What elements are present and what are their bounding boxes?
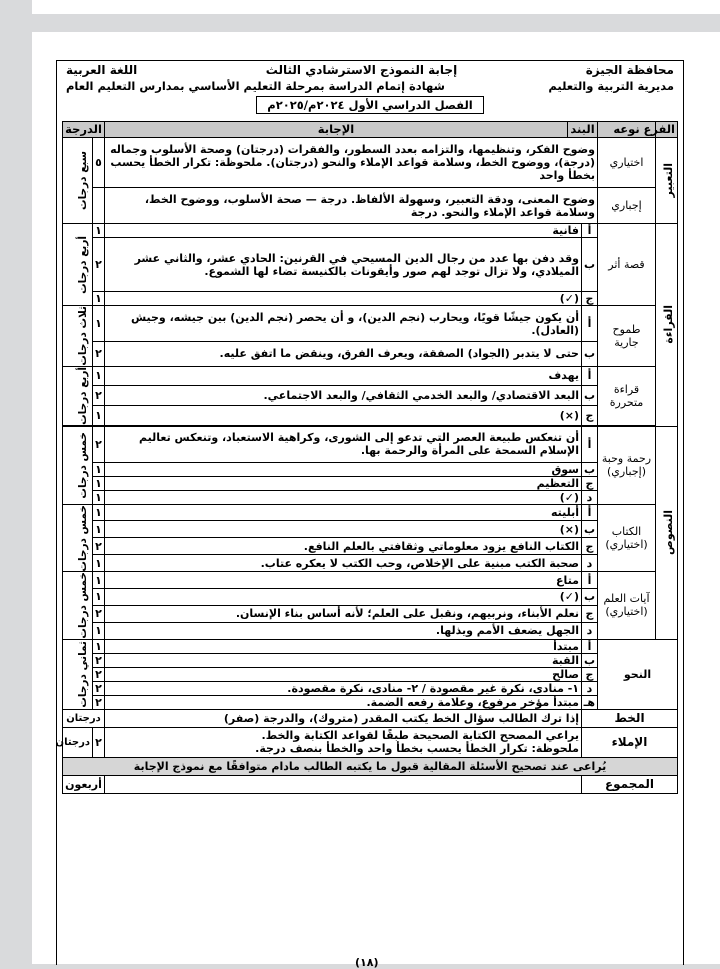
document-header [66,62,674,114]
table-row: قراءة متحررة أ يهدف ١ أربع درجات [63,366,678,386]
col-branch: الفرع [656,122,678,138]
table-row: ج نعلم الأبناء، ونربيهم، ونقبل على العلم؛ لأنه أساس بناء الإنسان. ٢ [63,605,678,622]
total-value: أربعون [63,775,105,793]
table-row: د (✓) ١ [63,490,678,504]
texts-t2-b: (×) [105,521,582,538]
reading-q3-c: (×) [105,405,582,425]
table-row: ج التعظيم ١ [63,476,678,490]
table-row: ب حتى لا يتدبر (الجواد) الصفقة، ويعرف الفرق، وينقض ما اتفق عليه. ٢ [63,342,678,367]
table-row: ج الكتاب النافع يزود معلوماتي وثقافتي بالعلم النافع. ٢ [63,538,678,555]
texts-t3-label: آيات العلم (اختياري) [598,572,656,640]
grammar-total: ثماني درجات [77,640,90,708]
col-answer: الإجابة [105,122,568,138]
table-row: القراءة قصة أثر أ فانية ١ أربع درجات [63,224,678,238]
expression-optional-text: وضوح الفكر، وتنظيمها، والتزامه بعدد السطور، والفقرات (درجتان) وصحة الأسلوب وجماله (درجة)، ووضوح الخط، وسلامة قواعد الإملاء والنحو (درجتان). ملحوظة: تكرار الخطأ يحسب بخطأ واحد [105,138,598,188]
answer-table [55,121,678,794]
table-row: ب القبة ٢ [63,653,678,667]
expression-mandatory-text: وضوح المعنى، ودقة التعبير، وسهولة الألفاظ. درجة — صحة الأسلوب، ووضوح الخط، وسلامة قواعد الإملاء والنحو. درجة [105,188,598,224]
grammar-b: القبة [105,653,582,667]
document-title: إجابة النموذج الاسترشادي الثالث [265,63,458,77]
table-row [63,138,678,188]
governorate: محافظة الجيزة [585,63,674,77]
texts-t2-total: خمس درجات [77,504,90,572]
texts-t1-label: رحمة وحبة (إجباري) [598,426,656,504]
reading-q3-b: البعد الاقتصادي/ والبعد الخدمي الثقافي/ والبعد الاجتماعي. [105,386,582,406]
texts-t3-d: الجهل يضعف الأمم ويذلها. [105,622,582,639]
table-row: الكتاب (اختياري) أ أبليته ١ خمس درجات [63,504,678,521]
section-grammar: النحو [623,667,652,681]
reading-q1-total: أربع درجات [77,235,90,294]
reading-q1-b: وقد دفن بها عدد من رجال الدين المسيحي في القرنين: الحادي عشر، والثاني عشر الميلادي، ولا تزال توجد لهم صور وأيقونات بالكنيسة تضاء لها الشموع. [105,238,582,292]
col-grade: الدرجة [63,122,105,138]
grading-note: يُراعى عند تصحيح الأسئلة المقالية قبول ما يكتبه الطالب مادام متوافقًا مع نموذج الإجابة [63,757,678,775]
texts-t1-total: خمس درجات [77,431,90,499]
reading-q2-b: حتى لا يتدبر (الجواد) الصفقة، ويعرف الفرق، وينقض ما اتفق عليه. [105,342,582,367]
texts-t1-d: (✓) [105,490,582,504]
reading-q3-label: قراءة متحررة [598,366,656,425]
texts-t1-b: سوق [105,462,582,476]
col-type: نوعه [598,122,656,138]
grammar-e: مبتدأ مؤخر مرفوع، وعلامة رفعه الضمة. [105,695,582,709]
dictation-grade: درجتان [63,727,93,757]
texts-t2-label: الكتاب (اختياري) [598,504,656,572]
expression-optional-label: اختياري [598,138,656,188]
section-expression: التعبير [662,163,675,198]
table-row: ب وقد دفن بها عدد من رجال الدين المسيحي في القرنين: الحادي عشر، والثاني عشر الميلادي، ولا تزال توجد لهم صور وأيقونات بالكنيسة تضاء لها الشموع. ٢ [63,238,678,292]
reading-q1-c: (✓) [105,292,582,306]
expression-mandatory-label: إجباري [598,188,656,224]
table-row: ب سوق ١ [63,462,678,476]
certificate: شهادة إتمام الدراسة بمرحلة التعليم الأساسي بمدارس التعليم العام [66,79,445,93]
texts-t2-a: أبليته [105,504,582,521]
table-row [63,727,678,757]
reading-q1-label: قصة أثر [598,224,656,306]
grammar-d: ١- منادى، نكرة غير مقصودة / ٢- منادى، نكرة مقصودة. [105,681,582,695]
texts-t3-b: (✓) [105,589,582,606]
table-row: آيات العلم (اختياري) أ متاع ١ خمس درجات [63,572,678,589]
reading-q3-a: يهدف [105,366,582,386]
table-row: ب البعد الاقتصادي/ والبعد الخدمي الثقافي/ والبعد الاجتماعي. ٢ [63,386,678,406]
subject: اللغة العربية [66,63,138,77]
texts-t1-c: التعظيم [105,476,582,490]
reading-q3-total: أربع درجات [77,366,90,425]
dictation-label: الإملاء [582,727,678,757]
dictation-points: ٢ [93,727,105,757]
reading-q2-label: طموح جارية [598,306,656,367]
reading-q1-a: فانية [105,224,582,238]
directorate: مديرية التربية والتعليم [548,79,674,93]
expression-optional-points: ٥ [93,138,105,188]
table-row [63,775,678,793]
table-row: ج صالح ٢ [63,667,678,681]
texts-t2-c: الكتاب النافع يزود معلوماتي وثقافتي بالعلم النافع. [105,538,582,555]
table-header-row [63,122,678,138]
table-row: النصوص رحمة وحبة (إجباري) أ أن تنعكس طبيعة العصر التي تدعو إلى الشورى، وكراهية الاستعباد، وتنعكس تعاليم الإسلام السمحة على المرأة والرحمة بها. ٢ خمس درجات [63,426,678,462]
expression-total: سبع درجات [77,151,90,210]
handwriting-grade: درجتان [63,709,105,727]
handwriting-text: إذا ترك الطالب سؤال الخط يكتب المقدر (متروك)، والدرجة (صفر) [105,709,582,727]
texts-t2-d: صحبة الكتب مبنية على الإخلاص، وحب الكتب لا يعكره عتاب. [105,555,582,572]
grammar-c: صالح [105,667,582,681]
texts-t3-a: متاع [105,572,582,589]
handwriting-label: الخط [582,709,678,727]
table-row [63,709,678,727]
page-number: (١٨) [355,956,379,969]
reading-q2-a: أن يكون جيشًا قويًا، ويحارب (نجم الدين)، و أن يحصر (نجم الدين) بين جيشه، وجيش (العادل). [105,306,582,342]
table-row: د الجهل يضعف الأمم ويذلها. ١ [63,622,678,639]
table-row: هـ مبتدأ مؤخر مرفوع، وعلامة رفعه الضمة. ٢ [63,695,678,709]
col-item: البند [567,122,597,138]
section-reading: القراءة [662,305,675,345]
texts-t1-a: أن تنعكس طبيعة العصر التي تدعو إلى الشورى، وكراهية الاستعباد، وتنعكس تعاليم الإسلام السمحة على المرأة والرحمة بها. [105,426,582,462]
dictation-line-1: يراعي المصحح الكتابة الصحيحة طبقًا لقواعد الكتابة والخط. [261,729,579,743]
reading-q2-total: ثلاث درجات [77,306,90,366]
section-texts: النصوص [662,510,675,556]
table-row: د ١- منادى، نكرة غير مقصودة / ٢- منادى، نكرة مقصودة. ٢ [63,681,678,695]
table-row: طموح جارية أ أن يكون جيشًا قويًا، ويحارب (نجم الدين)، و أن يحصر (نجم الدين) بين جيشه، وجيش (العادل). ١ ثلاث درجات [63,306,678,342]
table-row: ب (×) ١ [63,521,678,538]
texts-t3-c: نعلم الأبناء، ونربيهم، ونقبل على العلم؛ لأنه أساس بناء الإنسان. [105,605,582,622]
table-row: النحو أ مبتدأ ١ ثماني درجات [63,639,678,653]
table-row: ج (✓) ١ [63,292,678,306]
table-row: ج (×) ١ [63,405,678,425]
texts-t3-total: خمس درجات [77,572,90,639]
table-row: ب (✓) ١ [63,589,678,606]
grammar-a: مبتدأ [105,639,582,653]
table-row [63,757,678,775]
table-row: د صحبة الكتب مبنية على الإخلاص، وحب الكتب لا يعكره عتاب. ١ [63,555,678,572]
total-label: المجموع [582,775,678,793]
table-row [63,188,678,224]
term-box: الفصل الدراسي الأول ٢٠٢٤م/٢٠٢٥م [256,96,483,114]
previous-page-edge [32,0,720,14]
dictation-line-2: ملحوظة: تكرار الخطأ يحسب بخطأ واحد والخطأ بنصف درجة. [255,742,579,756]
